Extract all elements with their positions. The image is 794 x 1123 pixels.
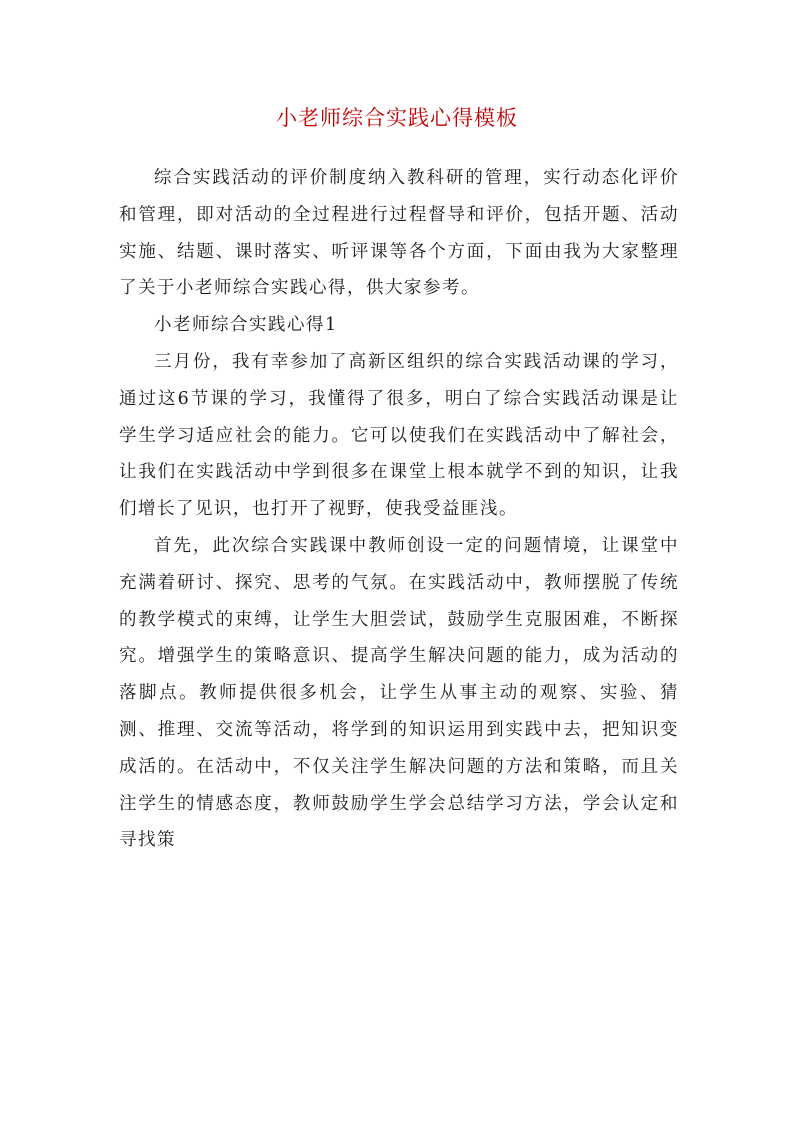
body-paragraph: 首先，此次综合实践课中教师创设一定的问题情境，让课堂中充满着研讨、探究、思考的气氛。在实践活动中，教师摆脱了传统的教学模式的束缚，让学生大胆尝试，鼓励学生克服困难，不断探究。增强学生的策略意识、提高学生解决问题的能力，成为活动的落脚点。教师提供很多机会，让学生从事主动的观察、实验、猜测、推理、交流等活动，将学到的知识运用到实践中去，把知识变成活的。在活动中，不仅关注学生解决问题的方法和策略，而且关注学生的情感态度，教师鼓励学生学会总结学习方法，学会认定和寻找策 — [119, 535, 679, 851]
section-heading: 小老师综合实践心得1 — [154, 315, 338, 336]
document-title: 小老师综合实践心得模板 — [276, 106, 518, 130]
body-paragraph: 三月份，我有幸参加了高新区组织的综合实践活动课的学习，通过这6节课的学习，我懂得了很多，明白了综合实践活动课是让学生学习适应社会的能力。它可以使我们在实践活动中了解社会，让我们在实践活动中学到很多在课堂上根本就学不到的知识，让我们增长了见识，也打开了视野，使我受益匪浅。 — [119, 351, 679, 520]
intro-paragraph: 综合实践活动的评价制度纳入教科研的管理，实行动态化评价和管理，即对活动的全过程进行过程督导和评价，包括开题、活动实施、结题、课时落实、听评课等各个方面，下面由我为大家整理了关于小老师综合实践心得，供大家参考。 — [119, 168, 679, 299]
document-body — [119, 160, 679, 859]
